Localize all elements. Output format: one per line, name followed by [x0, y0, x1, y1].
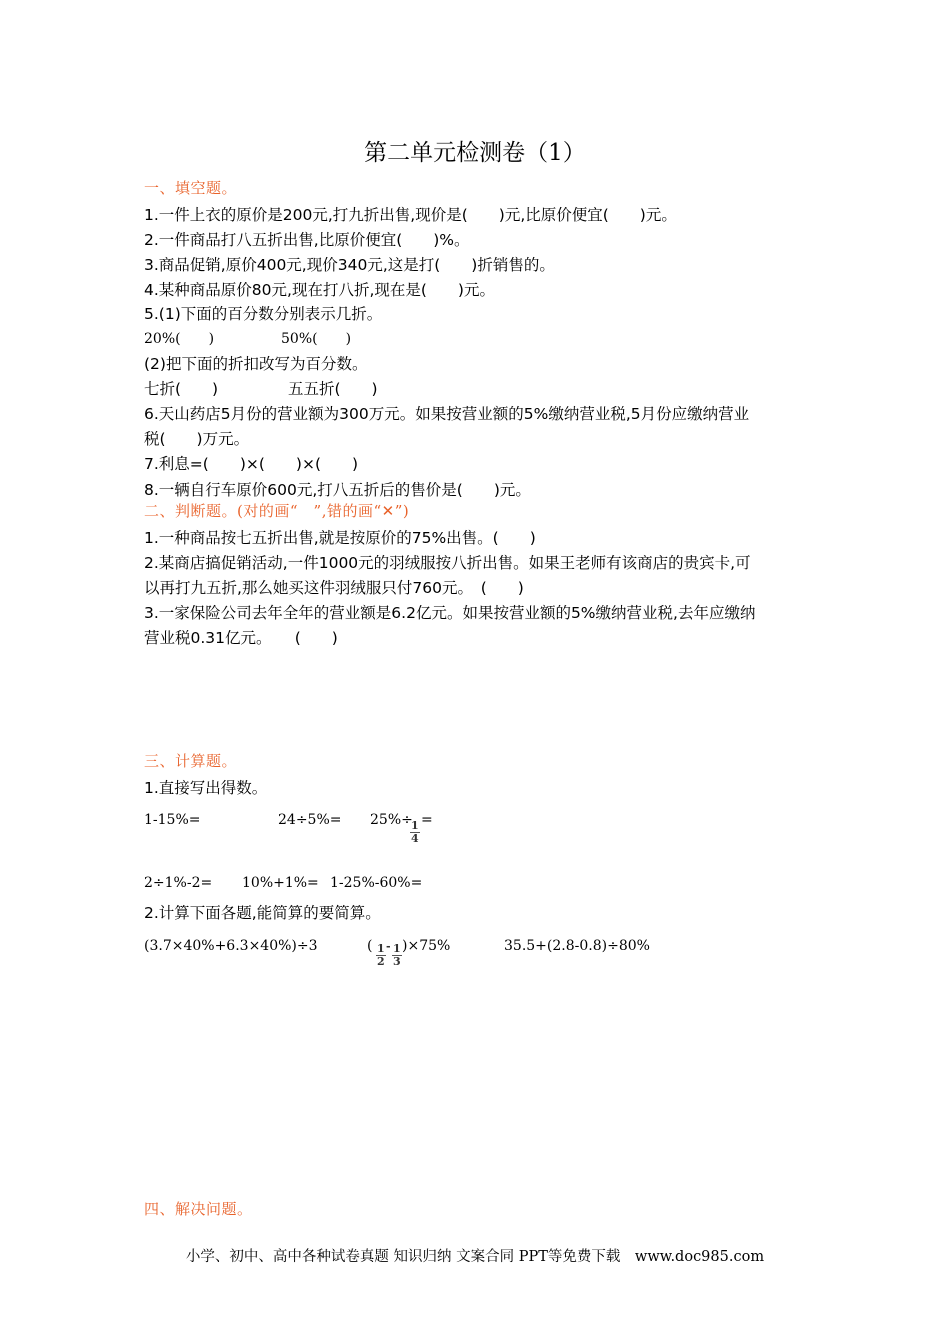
expression-2-close: )×75%: [402, 938, 451, 954]
calc-2-3: 1-25%-60%=: [330, 875, 423, 891]
section-3-heading: 三、计算题。: [144, 752, 238, 770]
q5-part2: (2)把下面的折扣改写为百分数。: [144, 355, 368, 373]
question-1-8: 8.一辆自行车原价600元,打八五折后的售价是( )元。: [144, 481, 531, 499]
fraction-numerator: 1: [393, 942, 401, 955]
question-1-6-line2: 税( )万元。: [144, 430, 250, 448]
question-2-1: 1.一种商品按七五折出售,就是按原价的75%出售。( ): [144, 529, 536, 547]
calc-1-3: 25%÷: [370, 812, 413, 828]
fraction-one-half: [376, 943, 386, 968]
question-2-2-line1: 2.某商店搞促销活动,一件1000元的羽绒服按八折出售。如果王老师有该商店的贵宾卡,可: [144, 554, 751, 572]
q5-discount-a: 七折( ): [144, 380, 219, 398]
calc-1-2: 24÷5%=: [278, 812, 342, 828]
q5-percent-a: 20%( ): [144, 331, 215, 347]
fraction-numerator: 1: [411, 819, 419, 832]
fraction-denominator: 2: [377, 955, 385, 968]
q5-percent-b: 50%( ): [281, 331, 352, 347]
question-1-5: 5.(1)下面的百分数分别表示几折。: [144, 305, 383, 323]
page-title: 第二单元检测卷（1）: [364, 140, 586, 166]
expression-3: 35.5+(2.8-0.8)÷80%: [504, 938, 650, 954]
question-1-1: 1.一件上衣的原价是200元,打九折出售,现价是( )元,比原价便宜( )元。: [144, 206, 677, 224]
fraction-numerator: 1: [377, 942, 385, 955]
fraction-one-quarter: [410, 820, 420, 845]
fraction-denominator: 3: [393, 955, 401, 968]
section-2-heading: 二、判断题。(对的画“ ”,错的画“✕”): [144, 502, 410, 520]
question-1-4: 4.某种商品原价80元,现在打八折,现在是( )元。: [144, 281, 495, 299]
question-1-3: 3.商品促销,原价400元,现价340元,这是打( )折销售的。: [144, 256, 555, 274]
calc-1-3-equals: =: [421, 812, 433, 828]
expression-2-open: (: [367, 938, 373, 954]
section-1-heading: 一、填空题。: [144, 179, 238, 197]
fraction-minus-sign: -: [386, 940, 391, 953]
question-1-2: 2.一件商品打八五折出售,比原价便宜( )%。: [144, 231, 470, 249]
calc-2-2: 10%+1%=: [242, 875, 319, 891]
calc-1-1: 1-15%=: [144, 812, 201, 828]
question-2-3-line2: 营业税0.31亿元。 ( ): [144, 629, 338, 647]
calc-2-1: 2÷1%-2=: [144, 875, 213, 891]
q5-discount-b: 五五折( ): [288, 380, 378, 398]
expression-1: (3.7×40%+6.3×40%)÷3: [144, 938, 318, 954]
section-3-sub1: 1.直接写出得数。: [144, 779, 268, 797]
fraction-denominator: 4: [411, 832, 419, 845]
question-2-3-line1: 3.一家保险公司去年全年的营业额是6.2亿元。如果按营业额的5%缴纳营业税,去年应缴纳: [144, 604, 756, 622]
footer-text: 小学、初中、高中各种试卷真题 知识归纳 文案合同 PPT等免费下载 www.doc985.com: [185, 1249, 765, 1265]
question-1-6-line1: 6.天山药店5月份的营业额为300万元。如果按营业额的5%缴纳营业税,5月份应缴纳营业: [144, 405, 750, 423]
question-2-2-line2: 以再打九五折,那么她买这件羽绒服只付760元。 ( ): [144, 579, 524, 597]
fraction-one-third: [392, 943, 402, 968]
question-1-7: 7.利息=( )×( )×( ): [144, 455, 359, 473]
section-4-heading: 四、解决问题。: [144, 1200, 253, 1218]
section-3-sub2: 2.计算下面各题,能简算的要简算。: [144, 904, 381, 922]
